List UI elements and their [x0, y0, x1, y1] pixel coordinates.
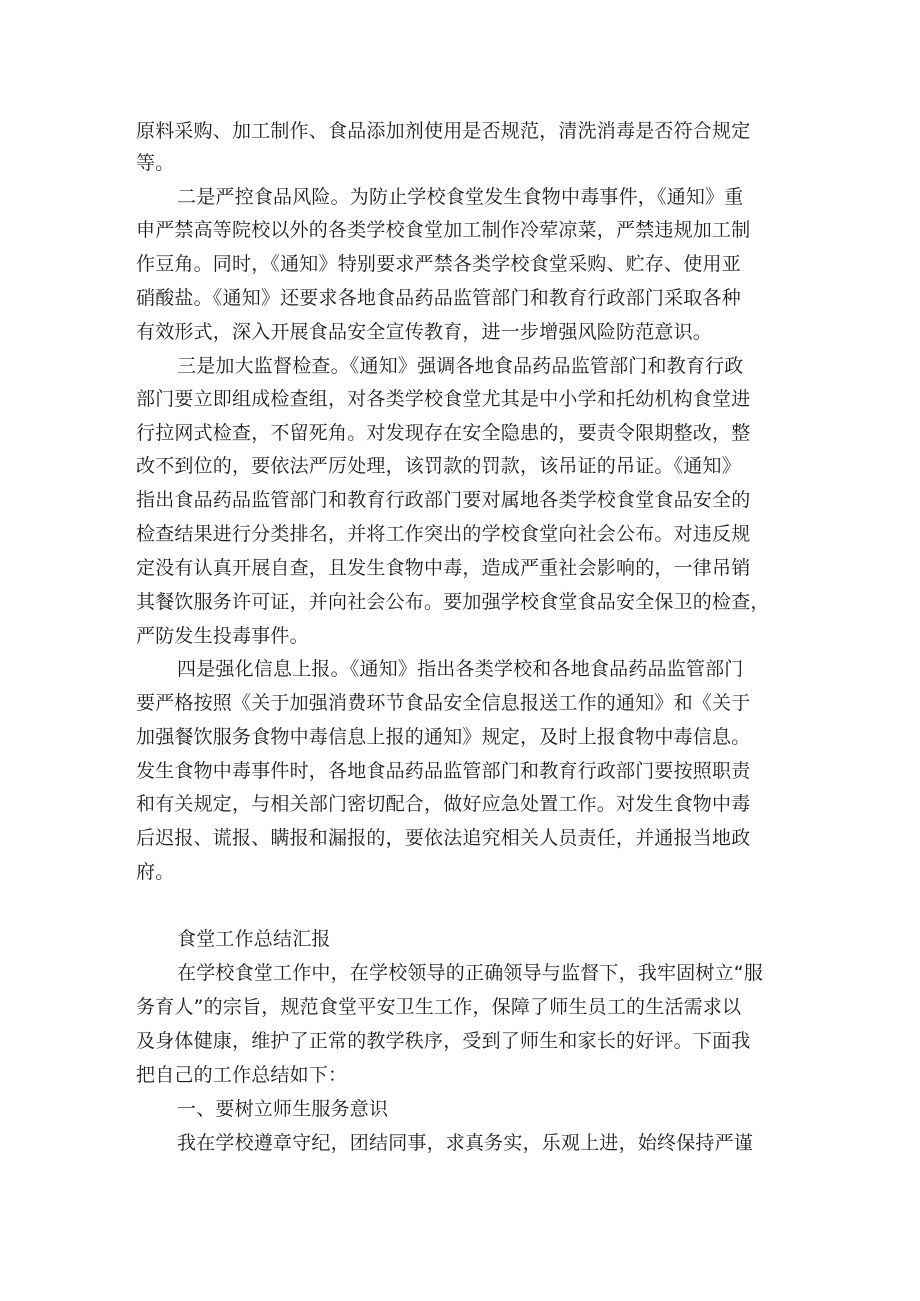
text-line: 原料采购、加工制作、食品添加剂使用是否规范，清洗消毒是否符合规定 [136, 120, 751, 142]
text-line: 务育人”的宗旨，规范食堂平安卫生工作，保障了师生员工的生活需求以 [136, 996, 742, 1018]
text-line: 作豆角。同时，《通知》特别要求严禁各类学校食堂采购、贮存、使用亚 [136, 253, 741, 275]
text-line: 检查结果进行分类排名，并将工作突出的学校食堂向社会公布。对违反规 [136, 523, 751, 545]
subsection-heading: 一、要树立师生服务意识 [177, 1098, 389, 1120]
text-line: 后迟报、谎报、瞒报和漏报的，要依法追究相关人员责任，并通报当地政 [136, 827, 751, 849]
text-line: 申严禁高等院校以外的各类学校食堂加工制作冷荤凉菜，严禁违规加工制 [136, 219, 751, 241]
text-line: 定没有认真开展自查，且发生食物中毒，造成严重社会影响的，一律吊销 [136, 557, 751, 579]
text-line: 府。 [136, 861, 175, 883]
section-heading: 食堂工作总结汇报 [177, 928, 331, 950]
text-line: 指出食品药品监管部门和教育行政部门要对属地各类学校食堂食品安全的 [136, 489, 751, 511]
text-line: 三是加大监督检查。《通知》强调各地食品药品监管部门和教育行政 [177, 355, 744, 377]
text-line: 和有关规定，与相关部门密切配合，做好应急处置工作。对发生食物中毒 [136, 793, 751, 815]
text-line: 其餐饮服务许可证，并向社会公布。要加强学校食堂食品安全保卫的检查， [136, 591, 770, 613]
text-line: 有效形式，深入开展食品安全宣传教育，进一步增强风险防范意识。 [136, 321, 713, 343]
text-line: 发生食物中毒事件时，各地食品药品监管部门和教育行政部门要按照职责 [136, 760, 751, 782]
text-line: 及身体健康，维护了正常的教学秩序，受到了师生和家长的好评。下面我 [136, 1030, 751, 1052]
text-line: 部门要立即组成检查组，对各类学校食堂尤其是中小学和托幼机构食堂进 [136, 388, 751, 410]
text-line: 行拉网式检查，不留死角。对发现存在安全隐患的，要责令限期整改，整 [136, 422, 751, 444]
text-line: 在学校食堂工作中，在学校领导的正确领导与监督下，我牢固树立“服 [177, 962, 764, 984]
text-line: 我在学校遵章守纪，团结同事，求真务实，乐观上进，始终保持严谨 [177, 1132, 754, 1154]
text-line: 加强餐饮服务食物中毒信息上报的通知》规定，及时上报食物中毒信息。 [136, 726, 751, 748]
text-line: 二是严控食品风险。为防止学校食堂发生食物中毒事件，《通知》重 [177, 186, 744, 208]
text-line: 硝酸盐。《通知》还要求各地食品药品监管部门和教育行政部门采取各种 [136, 287, 741, 309]
text-line: 改不到位的，要依法严厉处理，该罚款的罚款，该吊证的吊证。《通知》 [136, 455, 741, 477]
text-line: 严防发生投毒事件。 [136, 625, 309, 647]
text-line: 把自己的工作总结如下： [136, 1064, 348, 1086]
text-line: 四是强化信息上报。《通知》指出各类学校和各地食品药品监管部门 [177, 658, 744, 680]
text-line: 要严格按照《关于加强消费环节食品安全信息报送工作的通知》和《关于 [136, 692, 751, 714]
text-line: 等。 [136, 152, 175, 174]
